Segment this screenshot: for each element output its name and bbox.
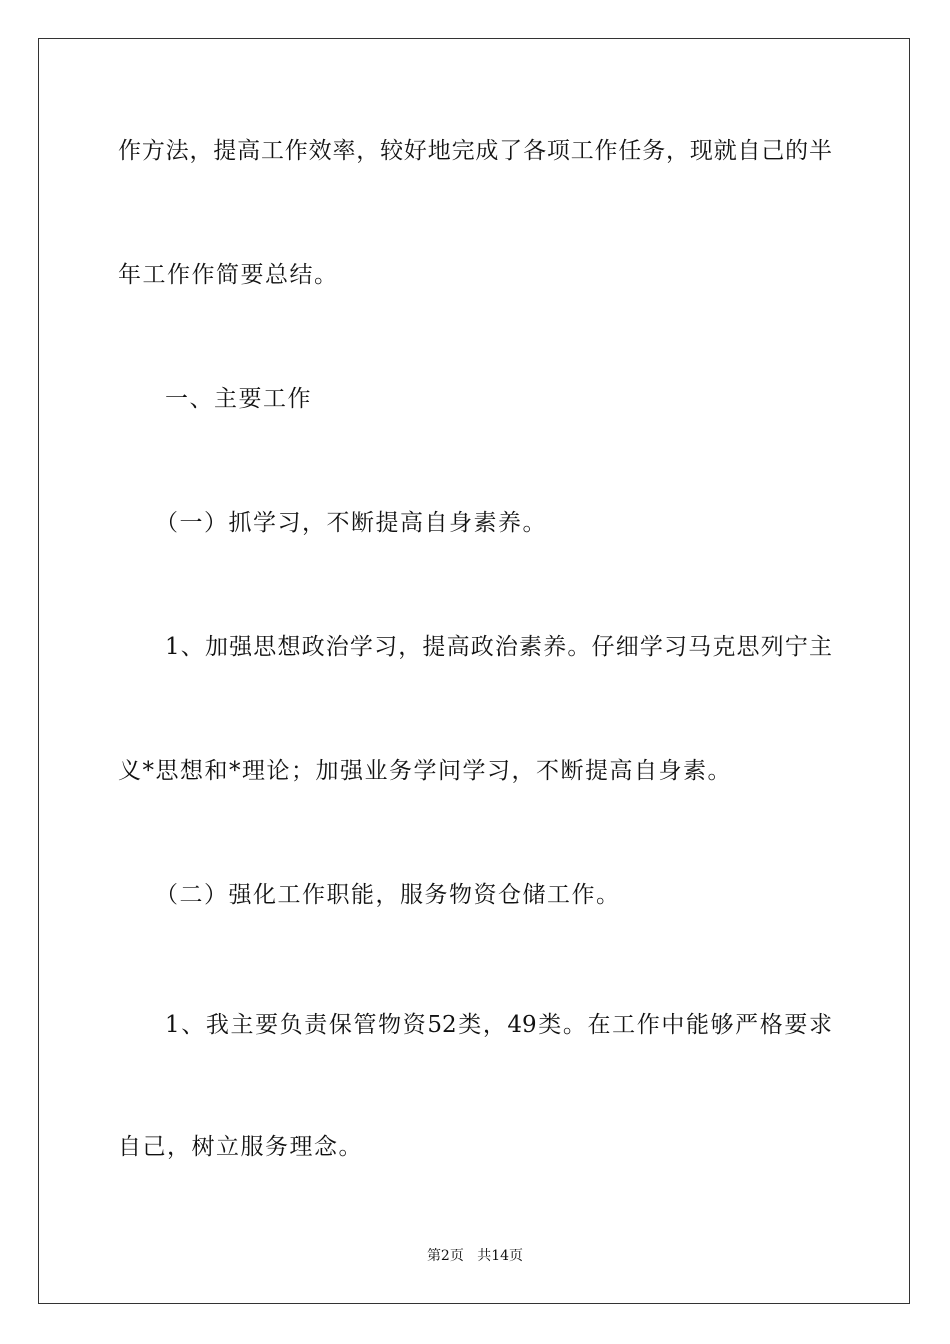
body-line-8: 1、我主要负责保管物资52类，49类。在工作中能够严格要求 (165, 1012, 832, 1038)
subsection-heading-1: （一）抓学习，不断提高自身素养。 (155, 510, 547, 536)
body-line-9: 自己，树立服务理念。 (118, 1134, 363, 1160)
body-line-5: 1、加强思想政治学习，提高政治素养。仔细学习马克思列宁主 (165, 634, 832, 660)
section-heading: 一、主要工作 (165, 386, 312, 412)
subsection-heading-2: （二）强化工作职能，服务物资仓储工作。 (155, 882, 621, 908)
body-line-2: 年工作作简要总结。 (118, 262, 339, 288)
page-number: 第2页 (426, 1248, 464, 1264)
page-border (38, 38, 910, 1304)
body-line-6: 义*思想和*理论；加强业务学问学习，不断提高自身素。 (118, 758, 732, 784)
total-pages: 共14页 (477, 1248, 524, 1264)
page-footer (0, 1247, 950, 1265)
body-line-1: 作方法，提高工作效率，较好地完成了各项工作任务，现就自己的半 (118, 138, 832, 164)
